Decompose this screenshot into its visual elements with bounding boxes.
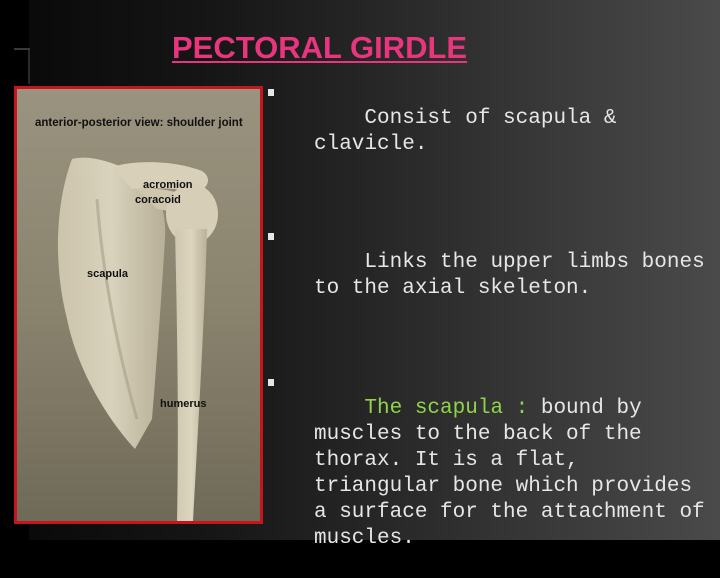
bullet-item	[268, 370, 718, 578]
bullet-item	[268, 80, 708, 184]
bullet-text: Consist of scapula & clavicle.	[314, 107, 630, 156]
label-scapula: scapula	[87, 268, 128, 280]
bone-illustration	[17, 89, 260, 521]
square-bullet-icon	[268, 233, 274, 240]
label-coracoid: coracoid	[135, 194, 181, 206]
bullet-highlight: The scapula :	[364, 397, 529, 420]
label-humerus: humerus	[160, 398, 207, 410]
edge-accent-block	[14, 50, 30, 84]
bullet-list	[268, 80, 718, 578]
label-acromion: acromion	[143, 179, 193, 191]
bullet-text: bound by muscles to the back of the thorax. It is a flat, triangular bone which provides a surface for the attachment of muscles.	[314, 397, 718, 550]
square-bullet-icon	[268, 89, 274, 96]
bullet-item	[268, 224, 718, 328]
bullet-text: Links the upper limbs bones to the axial skeleton.	[314, 251, 718, 300]
shoulder-joint-photo	[14, 86, 263, 524]
slide-title: PECTORAL GIRDLE	[172, 30, 468, 65]
figure-caption: anterior-posterior view: shoulder joint	[35, 117, 243, 129]
square-bullet-icon	[268, 379, 274, 386]
